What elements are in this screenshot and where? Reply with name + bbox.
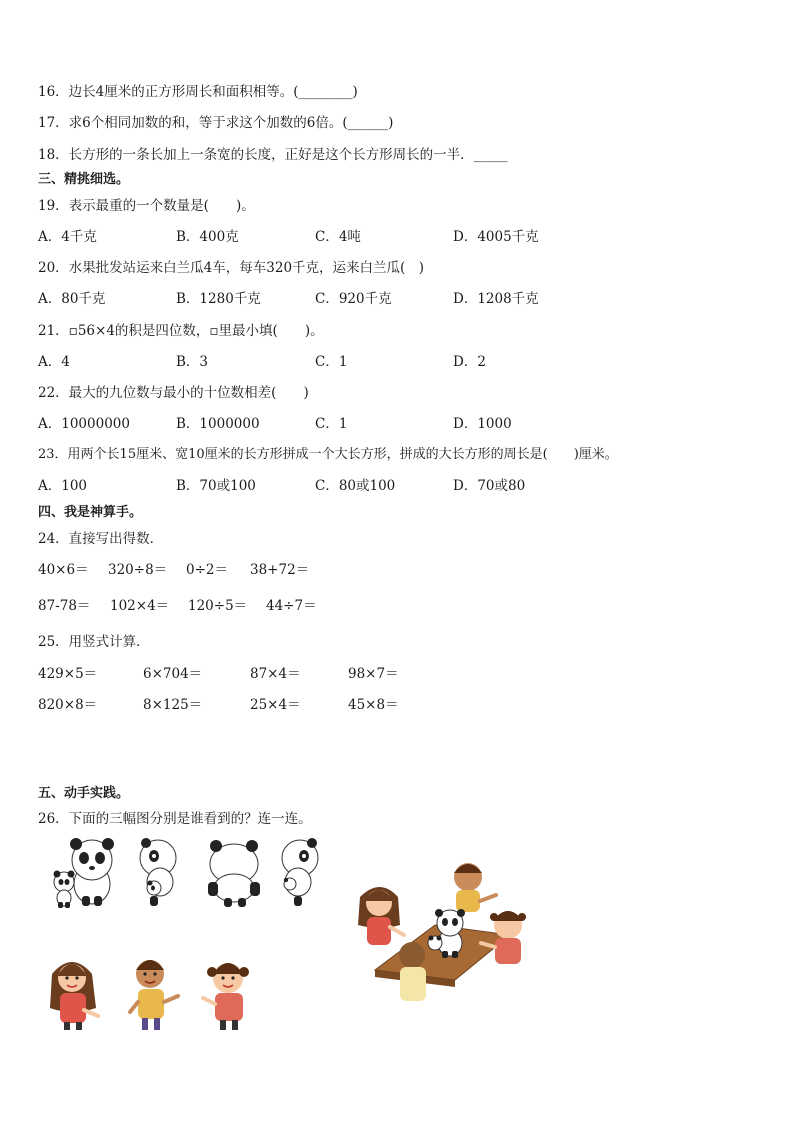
- q25-item: 87×4＝: [250, 666, 301, 682]
- panda-views-figure: [48, 838, 328, 910]
- section-3-heading: 三、精挑细选。: [38, 172, 130, 187]
- q25-item: 98×7＝: [348, 666, 399, 682]
- question-23: 23．用两个长15厘米、宽10厘米的长方形拼成一个大长方形，拼成的大长方形的周长是( )厘米。: [38, 447, 618, 462]
- q21-option-c[interactable]: C．1: [315, 354, 348, 370]
- q24-item: 87-78＝: [38, 598, 91, 614]
- question-25: 25．用竖式计算．: [38, 634, 150, 650]
- q19-option-c[interactable]: C．4吨: [315, 229, 361, 245]
- q24-item: 320÷8＝: [108, 562, 168, 578]
- q23-option-c[interactable]: C．80或100: [315, 478, 396, 494]
- q23-option-b[interactable]: B．70或100: [176, 478, 256, 494]
- q24-item: 40×6＝: [38, 562, 89, 578]
- q25-item: 429×5＝: [38, 666, 98, 682]
- q23-option-a[interactable]: A．100: [38, 478, 88, 494]
- question-20: 20．水果批发站运来白兰瓜4车，每车320千克，运来白兰瓜( ): [38, 260, 425, 276]
- question-24: 24．直接写出得数．: [38, 531, 164, 547]
- section-5-heading: 五、动手实践。: [38, 786, 130, 801]
- q20-option-c[interactable]: C．920千克: [315, 291, 392, 307]
- q25-item: 45×8＝: [348, 697, 399, 713]
- girl-ponytail-icon: [50, 962, 98, 1030]
- q25-item: 820×8＝: [38, 697, 98, 713]
- girl-back-icon: [399, 942, 426, 1001]
- q20-option-d[interactable]: D．1208千克: [453, 291, 539, 307]
- q23-option-d[interactable]: D．70或80: [453, 478, 526, 494]
- q25-item: 25×4＝: [250, 697, 301, 713]
- q24-item: 120÷5＝: [188, 598, 248, 614]
- q22-option-c[interactable]: C．1: [315, 416, 348, 432]
- q22-option-b[interactable]: B．1000000: [176, 416, 260, 432]
- q21-option-d[interactable]: D．2: [453, 354, 486, 370]
- boy-icon: [130, 960, 178, 1030]
- q20-option-a[interactable]: A．80千克: [38, 291, 106, 307]
- panda-back-view-icon: [208, 840, 260, 907]
- question-22: 22．最大的九位数与最小的十位数相差( ): [38, 385, 309, 401]
- q21-option-b[interactable]: B．3: [176, 354, 209, 370]
- question-17: 17．求6个相同加数的和，等于求这个加数的6倍。(______): [38, 115, 394, 131]
- boy-top-icon: [454, 863, 496, 912]
- q19-option-a[interactable]: A．4千克: [38, 229, 97, 245]
- q22-option-a[interactable]: A．10000000: [38, 416, 130, 432]
- girl-pigtails-icon: [203, 963, 249, 1030]
- panda-other-side-view-icon: [282, 838, 318, 906]
- question-18: 18．长方形的一条长加上一条宽的长度，正好是这个长方形周长的一半．_____: [38, 147, 508, 163]
- q19-option-b[interactable]: B．400克: [176, 229, 239, 245]
- q24-item: 44÷7＝: [266, 598, 317, 614]
- q22-option-d[interactable]: D．1000: [453, 416, 512, 432]
- q24-item: 0÷2＝: [186, 562, 228, 578]
- question-21: 21．▫56×4的积是四位数，▫里最小填( )。: [38, 323, 324, 339]
- q25-item: 8×125＝: [143, 697, 203, 713]
- question-26: 26．下面的三幅图分别是谁看到的？连一连。: [38, 811, 312, 827]
- children-figure: [46, 952, 261, 1032]
- question-16: 16．边长4厘米的正方形周长和面积相等。(________): [38, 84, 358, 100]
- girl-left-icon: [358, 887, 404, 945]
- q21-option-a[interactable]: A．4: [38, 354, 70, 370]
- q24-item: 102×4＝: [110, 598, 170, 614]
- q24-item: 38+72＝: [250, 562, 310, 578]
- panda-front-view-icon: [54, 838, 115, 908]
- q20-option-b[interactable]: B．1280千克: [176, 291, 261, 307]
- q25-item: 6×704＝: [143, 666, 203, 682]
- question-19: 19．表示最重的一个数量是( )。: [38, 198, 255, 214]
- section-4-heading: 四、我是神算手。: [38, 505, 143, 520]
- table-scene-figure: [350, 855, 540, 1005]
- q19-option-d[interactable]: D．4005千克: [453, 229, 539, 245]
- panda-side-view-icon: [140, 838, 176, 906]
